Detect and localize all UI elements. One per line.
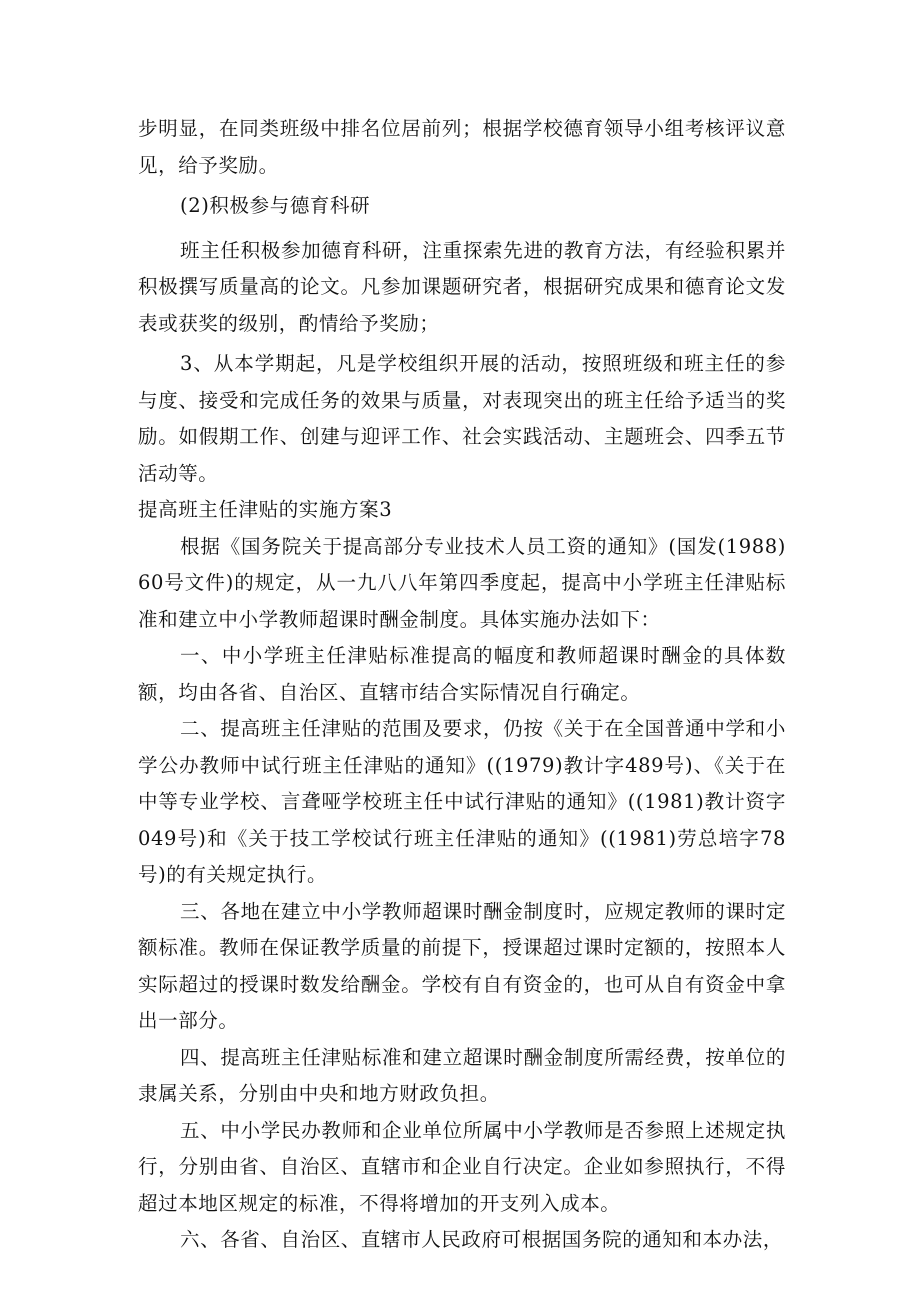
paragraph-intro: 根据《国务院关于提高部分专业技术人员工资的通知》(国发(1988)60号文件)的规定，从一九八八年第四季度起，提高中小学班主任津贴标准和建立中小学教师超课时酬金制度。具体实施办法如下： bbox=[138, 534, 786, 631]
paragraph-item-3: 三、各地在建立中小学教师超课时酬金制度时，应规定教师的课时定额标准。教师在保证教学质量的前提下，授课超过课时定额的，按照本人实际超过的授课时数发给酬金。学校有自有资金的，也可从自有资金中拿出一部分。 bbox=[138, 899, 786, 1032]
paragraph-item-4: 四、提高班主任津贴标准和建立超课时酬金制度所需经费，按单位的隶属关系，分别由中央和地方财政负担。 bbox=[138, 1045, 786, 1105]
paragraph-item-1: 一、中小学班主任津贴标准提高的幅度和教师超课时酬金的具体数额，均由各省、自治区、直辖市结合实际情况自行确定。 bbox=[138, 644, 786, 704]
paragraph-research: 班主任积极参加德育科研，注重探索先进的教育方法，有经验积累并积极撰写质量高的论文。凡参加课题研究者，根据研究成果和德育论文发表或获奖的级别，酌情给予奖励； bbox=[138, 238, 786, 335]
paragraph-continued: 步明显，在同类班级中排名位居前列；根据学校德育领导小组考核评议意见，给予奖励。 bbox=[138, 117, 786, 177]
paragraph-item-6: 六、各省、自治区、直辖市人民政府可根据国务院的通知和本办法， bbox=[180, 1228, 784, 1251]
subheading-research: (2)积极参与德育科研 bbox=[180, 194, 371, 217]
paragraph-item-2: 二、提高班主任津贴的范围及要求，仍按《关于在全国普通中学和小学公办教师中试行班主任津贴的通知》((1979)教计字489号)、《关于在中等专业学校、言聋哑学校班主任中试行津贴的通知》((1981)教计资字049号)和《关于技工学校试行班主任津贴的通知》((1981)劳总培字78号)的有关规定执行。 bbox=[138, 717, 786, 886]
document-body bbox=[138, 111, 786, 1259]
paragraph-item-5: 五、中小学民办教师和企业单位所属中小学教师是否参照上述规定执行，分别由省、自治区、直辖市和企业自行决定。企业如参照执行，不得超过本地区规定的标准，不得将增加的开支列入成本。 bbox=[138, 1118, 786, 1215]
section-title: 提高班主任津贴的实施方案3 bbox=[138, 498, 393, 521]
paragraph-activities: 3、从本学期起，凡是学校组织开展的活动，按照班级和班主任的参与度、接受和完成任务的效果与质量，对表现突出的班主任给予适当的奖励。如假期工作、创建与迎评工作、社会实践活动、主题班会、四季五节活动等。 bbox=[138, 352, 786, 485]
